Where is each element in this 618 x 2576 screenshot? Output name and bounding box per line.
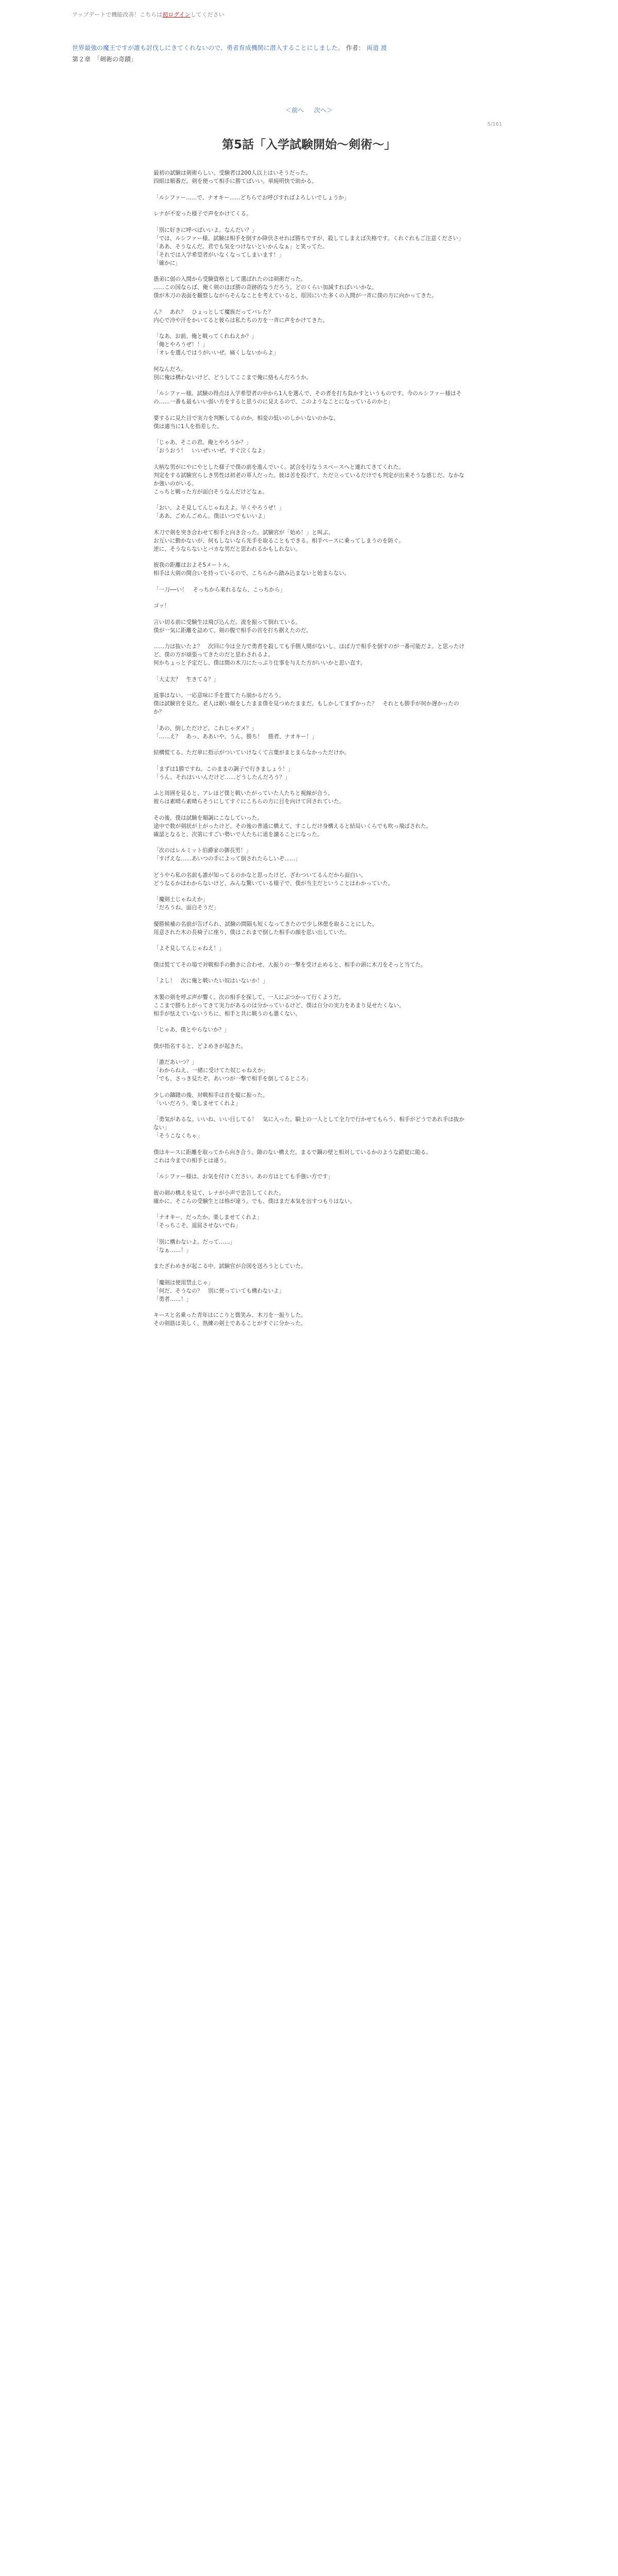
login-link[interactable]: 初ログイン (162, 11, 191, 18)
paragraph: 「ルシファー様は、お気を付けください。あの方はとても手強い方です」 (153, 1174, 334, 1180)
announcement-line (72, 10, 225, 19)
series-title-link[interactable]: 世界最強の魔王ですが誰も討伐しにきてくれないので、勇者育成機関に潜入することにしました。 (72, 44, 344, 52)
paragraph: どうやら私の名前も誰が知ってるのかなと思ったけど、ざわついてるんだから面白い。 どうなるかはわからないけど、みんな驚いている様子で、僕が当主だということはわかっていた。 (153, 872, 393, 887)
paragraph: 「一刀──い！ そっちから来れるなら、こっちから」 (153, 586, 286, 593)
paragraph: 木製の剣を呼ぶ声が響く。次の相手を探して、一人にぶつかって行くようだ。 ここまで勝ち上がってきて実力があるのは分かっているけど、僕は自分の実力をあまり見せたくない。 相手が怯えていないうちに、相手と共に戦うのも悪くない。 (153, 994, 405, 1017)
paragraph: 木刀で剣を突き合わせて相手と向き合った。試験官が「始め！」と叫ぶ。 お互いに動かないが、何もしないなら先手を取ることもできる。相手ペースに乗ってしまうのを防ぐ。 逆に、そうならないとバカな男だと思われるかもしれない。 (153, 529, 404, 552)
paragraph: 彼の剣の構えを見て、レナが小声で忠告してくれた。 確かに、そこらの受験生とは格が違う。でも、僕はまだ本気を出すつもりはない。 (153, 1190, 355, 1205)
paragraph: 「ルシファー……で、ナオキー……どちらでお呼びすればよろしいでしょうか」 (153, 194, 350, 201)
paragraph: 「魔剣は使用禁止じゃ」 「何だ、そうなの？ 別に使っていても構わないよ」 「勇者……！」 (153, 1279, 285, 1302)
paragraph: 言い切る前に受験生は飛び込んだ。流を振って倒れている。 僕が一気に距離を詰めて、剣の腹で相手の首を打ち据えたのだ。 (153, 619, 312, 634)
paragraph: 僕が指名すると、どよめきが起きた。 (153, 1043, 247, 1049)
paragraph: 何なんだろ。 別に俺は構わないけど、どうしてここまで俺に絡もんだろうか。 (153, 366, 312, 381)
paragraph: ふと周囲を見ると、アレほど僕と戦いたがっていた人たちと視線が合う。 彼らは素晴ら素晴らそうにしてすぐにこちらの方に目を向けて回されていた。 (153, 790, 345, 805)
announcement-text: アップデートで機能改善！こちらは (72, 11, 163, 18)
prev-link[interactable]: ＜前へ (285, 107, 304, 114)
paragraph: ん？ あれ？ ひょっとして魔族だってバレた？ 内心で冷や汗をかいてると彼らは私たちの方を一斉に声をかけてきた。 (153, 309, 328, 324)
paragraph: 愚弟に弱の入間から受験資格として選ばれたのは剣術だった。 ……この国ならば、俺く剣のほぼ勝の奇跡的なうだろう。どのくらい加減すればいいかな。 僕が木刀の表面を観察しながらそんなことを考えていると、原因にいた多くの入間が一斉に僕の方に向かってきた。 (153, 276, 437, 299)
paragraph: 最初の試験は剣術らしい。受験者は200人以上はいそうだった。 四組は順番だ。剣を使って相手に勝てばいい。単純明快で助かる。 (153, 170, 317, 184)
author-link[interactable]: 両道 渡 (366, 44, 387, 52)
paragraph: 結構慌てる。ただ単に指示がついていけなくて言葉がまとまらなかっただけか。 (153, 750, 350, 756)
paragraph: 「おい、よそ見してんじゃねえよ。早くやろうぜ！」 「ああ、ごめんごめん。僕はいつでもいいよ」 (153, 505, 285, 519)
paragraph: 「ルシファー様。試験の得点は入学希望者の中から1人を選んで、その者を打ち負かすというものです。今のルシファー様はその……一番も最もいい弱い方をすると思うのに見えるので、このようなことになっているのかと」 (153, 391, 461, 405)
chapter-body (153, 169, 465, 1336)
paragraph: 「なあ、お前、俺と戦ってくれねえか？」 「俺とやろうぜ！！」 「オレを選んではうがいいぜ。痛くしないからよ」 (153, 333, 279, 356)
paragraph: レナが不安った様子で声をかけてくる。 (153, 211, 252, 217)
pager-top (0, 106, 618, 114)
paragraph: 「別に好きに呼べばいいよ。なんだい？」 「では、ルシファー様。試験は相手を倒すか降伏させれば勝ちですが、殺してしまえば失格です。くれぐれもご注意ください」 「ああ、そうなんだ。君でも気をつけないといかんなぁ」と笑ってた。 「それでは入学希望者がいなくなってしまいます！」 「確かに」 (153, 227, 464, 266)
paragraph: 「次のはレルミット伯爵家の御長男！」 「すげえな……あいつの手によって倒されたらしいぞ……」 (153, 848, 301, 862)
paragraph: 優勝候補の名前が告げられ、試験の間隔も短くなってきたので少し休憩を取ることにした。 用意された木の長椅子に座り、僕はこれまで倒した相手の顔を思い出していた。 (153, 921, 377, 936)
paragraph: 「別に構わないよ。だって……」 「なぁ……！」 (153, 1239, 235, 1253)
paragraph: 僕はキースに距離を取ってから向き合う。隙のない構えだ。まるで鋼の壁と相対しているかのような錯覚に陥る。 これは今までの相手とは違う。 (153, 1149, 432, 1164)
paragraph: 彼我の距離はおよそ5メートル。 相手は大剣の間合いを持っているので、こちらから踏み込まないと始まらない。 (153, 562, 350, 577)
author-label: 作者： (346, 44, 365, 52)
paragraph: 大柄な男がにやにやとした様子で僕の前を進んでいく。試合を行なうスペースへと連れてきてくれた。 判定をする試験官らしき男性は初老の軍人だった。彼は苦を投げて、ただ立っているだけでも判定が出来そうな感じだ。なかなか強いのがいる。 こっちと戦った方が面白そうなんだけどなぁ。 (153, 464, 465, 495)
paragraph: キースと名乗った青年はにこりと微笑み、木刀を一振りした。 その剣筋は美しく、熟練の剣士であることがすぐに分かった。 (153, 1312, 306, 1327)
paragraph: 少しの躊躇の後、対戦相手は首を縦に振った。 「いいだろう、楽しませてくれよ」 (153, 1092, 268, 1107)
top-bar (0, 0, 618, 31)
paragraph: 「魔剣士じゃねえか」 「だろうね、面白そうだ」 (153, 896, 219, 911)
paragraph: ……力は抜いたよ？ 次回に今は全力で勇者を殺しても手側人間がないし、ほぼ力で相手を倒すのが一番可能だよ。と思ったけど、僕の方が頑張ってきたのだと思わされるよ。 何かちょっと予定だし、僕は間の木刀にたっぷり仕事を与えた方がいいかと思い直す。 (153, 643, 465, 666)
paragraph: 返事はない。一応意味に手を置てたら崩かるだろう。 僕は試験官を見た。老人は眠い顔をしたまま僕を見つめたままだ。もしかしてまずかった？ それとも勝手が何か遅かったのか？ (153, 692, 459, 715)
paragraph: またざわめきが起こる中、試験官が合図を送ろうとしていた。 (153, 1263, 306, 1269)
series-info (72, 43, 536, 53)
paragraph: 「よそ見してんじゃねえ！」 (153, 945, 225, 952)
paragraph: 「大丈夫？ 生きてる？」 (153, 676, 219, 683)
next-link[interactable]: 次へ＞ (314, 107, 333, 114)
page-number: 5/161 (487, 122, 502, 127)
announcement-suffix: してください (190, 11, 225, 18)
paragraph: 「ナオキー、だったか。楽しませてくれよ」 「そっちこそ、退屈させないでね」 (153, 1214, 263, 1229)
paragraph: 「じゃあ、僕とやらないか？」 (153, 1027, 230, 1033)
paragraph: その後、僕は試験を順調にこなしていった。 途中で数が剣状が上がったけど、その後の普通に構えて、すこしだけ身構えると結局いくらでも吹っ飛ばされた。 確認となると、次第にすごい勢いで人たちに道を譲ることになった。 (153, 815, 432, 838)
paragraph: 「じゃあ、そこの君。俺とやろうか？」 「おうおう！ いいぜいいぜ。すぐ泣くなよ」 (153, 439, 268, 454)
paragraph: 「勇気があるな。いいね、いい目してる！ 気に入った。騎士の一人として全力で行かせてもらう、相手がどうであれ手は抜かない」 「そうこなくちゃ」 (153, 1116, 465, 1139)
chapter-title: 第5話「入学試験開始〜剣術〜」 (221, 138, 396, 151)
chapter-group-label: 第２章 「剣術の奇蹟」 (72, 56, 138, 63)
paragraph: ゴッ！ (153, 603, 170, 609)
paragraph: 「誰だあいつ？」 「わからねえ、一緒に受けてた奴じゃねえか」 「でも、さっき見たぞ。あいつが一撃で相手を倒してるところ」 (153, 1059, 312, 1082)
paragraph: 「あの、倒しただけど。これじゃダメ？」 「……え？ あっ、ああいや、うん。勝ち！ 勝者、ナオキー！」 (153, 725, 317, 740)
paragraph: 「よし！ 次に俺と戦いたい奴はいないか！」 (153, 978, 268, 984)
paragraph: 要するに見た目で実力を判断してるのか。相変の低いのしかいないのかな。 僕は適当に1人を指差した。 (153, 415, 339, 430)
paragraph: 「まずは1勝ですね。このままの調子で行きましょう！」 「うん。それはいいんだけど……どうしたんだろう？」 (153, 766, 294, 781)
paragraph: 僕は慌ててその場で対戦相手の動きに合わせ、大振りの一撃を受け止めると、相手の頭に木刀をそっと当てた。 (153, 961, 426, 968)
